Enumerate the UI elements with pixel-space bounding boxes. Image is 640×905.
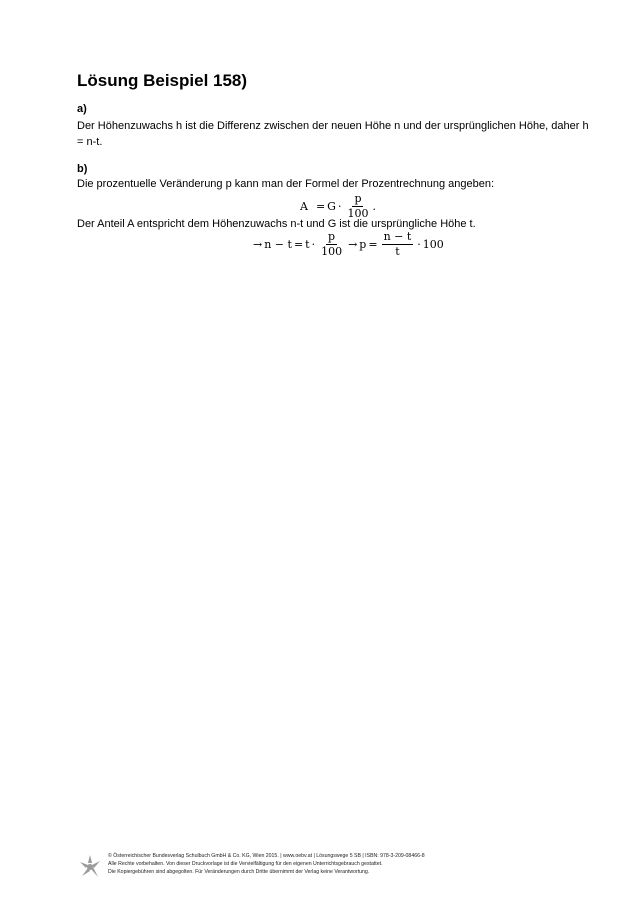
formula2-numerator-1: p bbox=[328, 230, 336, 243]
footer-text bbox=[108, 852, 425, 876]
formula2-p: p bbox=[359, 238, 367, 251]
formula2-dot-1: · bbox=[311, 238, 316, 251]
arrow-2: → bbox=[348, 238, 358, 251]
formula2-hundred: 100 bbox=[422, 238, 444, 251]
formula2-denominator-1: 100 bbox=[321, 245, 343, 258]
formula1-numerator: p bbox=[354, 192, 362, 205]
formula2-equals-2: = bbox=[368, 238, 378, 251]
formula2-fraction-1 bbox=[319, 231, 344, 258]
formula2-fraction-2 bbox=[382, 231, 414, 258]
footer-line-3: Die Kopiergebühren sind abgegolten. Für Veränderungen durch Dritte übernimmt der Verlag keine Verantwortung. bbox=[108, 869, 370, 875]
formula1-equals: = bbox=[315, 200, 326, 213]
formula1-lhs: A bbox=[300, 200, 308, 213]
formula1-denominator: 100 bbox=[347, 207, 369, 220]
formula2-denominator-2: t bbox=[395, 245, 400, 258]
part-a-text: Der Höhenzuwachs h ist die Differenz zwischen der neuen Höhe n und der ursprünglichen Höhe, daher h = n-t. bbox=[77, 120, 589, 148]
formula1-period: . bbox=[372, 200, 376, 213]
formula2-numerator-2: n − t bbox=[383, 230, 412, 243]
formula2-t: t bbox=[305, 238, 310, 251]
publisher-logo-icon bbox=[78, 854, 102, 880]
arrow-1: → bbox=[253, 238, 263, 251]
formula2-dot-2: · bbox=[417, 238, 421, 251]
part-b-middle: Der Anteil A entspricht dem Höhenzuwachs n-t und G ist die ursprüngliche Höhe t. bbox=[77, 218, 476, 230]
formula2-equals-1: = bbox=[293, 238, 304, 251]
part-b-label: b) bbox=[77, 163, 88, 175]
footer-line-2: Alle Rechte vorbehalten. Von dieser Druckvorlage ist die Vervielfältigung für den eigenen Unterrichtsgebrauch gestattet. bbox=[108, 861, 383, 867]
footer-line-1: © Österreichischer Bundesverlag Schulbuch GmbH & Co. KG, Wien 2015. | www.oebv.at | Lösungswege 5 SB | ISBN: 978-3-209-08466-8 bbox=[108, 853, 425, 859]
formula1-g: G bbox=[327, 200, 336, 213]
formula2-lhs: n − t bbox=[264, 238, 292, 251]
footer bbox=[78, 852, 598, 882]
part-b-intro: Die prozentuelle Veränderung p kann man der Formel der Prozentrechnung angeben: bbox=[77, 178, 495, 190]
part-a-label: a) bbox=[77, 103, 87, 115]
formula1-dot: · bbox=[337, 200, 342, 213]
formula-derivation bbox=[251, 231, 444, 258]
page-title: Lösung Beispiel 158) bbox=[77, 71, 248, 90]
